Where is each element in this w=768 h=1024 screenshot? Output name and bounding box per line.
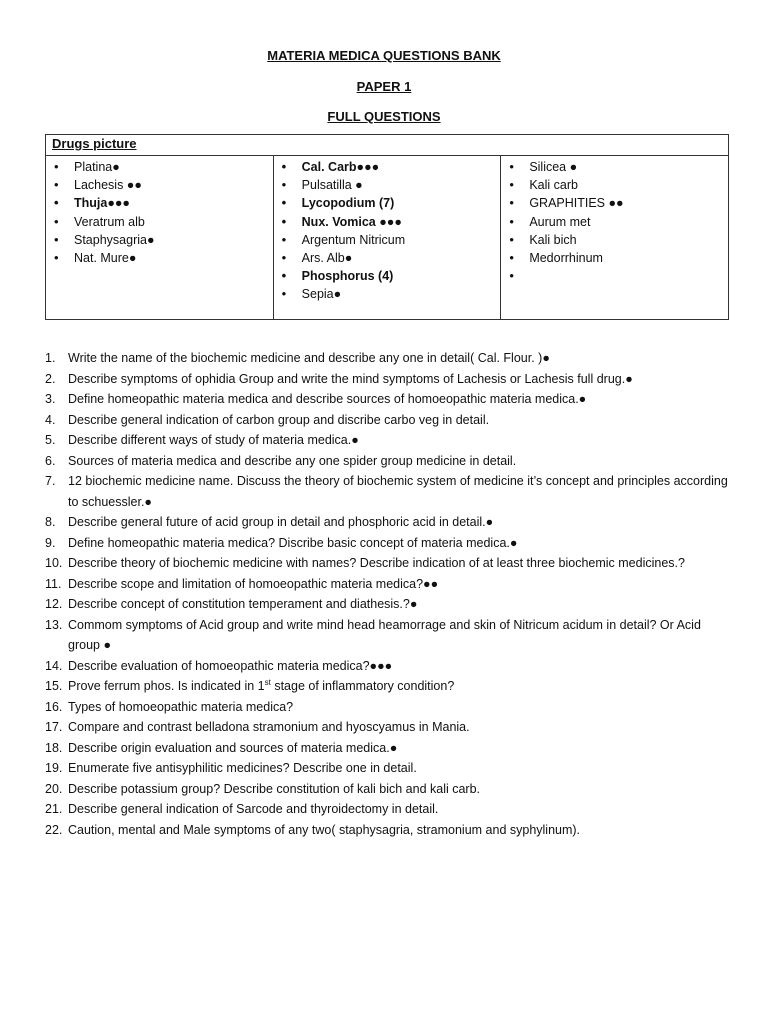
- question-number: 3.: [45, 392, 56, 406]
- question-text: Compare and contrast belladona stramonium and hyoscyamus in Mania.: [68, 720, 470, 734]
- question-number: 9.: [45, 535, 56, 550]
- drug-item: • Phosphorus (4): [274, 267, 501, 285]
- question-item: [45, 574, 735, 595]
- question-number: 15.: [45, 679, 63, 693]
- drug-item: • Nat. Mure●: [46, 249, 273, 267]
- question-text-continued: stage of inflammatory condition?: [270, 679, 455, 693]
- drug-item: • Veratrum alb: [46, 213, 273, 231]
- paper-label: PAPER 1: [356, 79, 412, 94]
- question-number: 1.: [45, 351, 56, 365]
- drug-item: • Lachesis ●●: [46, 176, 273, 194]
- question-item: [45, 512, 735, 533]
- drug-item: • Argentum Nitricum: [274, 231, 501, 249]
- question-text: Describe general indication of carbon group and discribe carbo veg in detail.: [68, 412, 490, 427]
- question-number: 11.: [45, 576, 62, 591]
- question-number: 21.: [45, 802, 63, 816]
- question-item: [45, 348, 735, 369]
- drugs-table-header: Drugs picture: [46, 135, 729, 156]
- question-text: Describe general future of acid group in detail and phosphoric acid in detail.●: [68, 515, 494, 529]
- document-title: MATERIA MEDICA QUESTIONS BANK: [267, 48, 501, 63]
- question-number: 6.: [45, 453, 56, 468]
- drug-item: • Thuja●●●: [46, 194, 273, 212]
- question-text: Describe evaluation of homoeopathic materia medica?●●●: [68, 658, 393, 673]
- drug-item: • Kali bich: [501, 231, 728, 249]
- question-number: 19.: [45, 761, 63, 775]
- question-item: [45, 533, 735, 554]
- question-number: 14.: [45, 658, 63, 673]
- question-item: [45, 410, 735, 431]
- question-text: Describe scope and limitation of homoeopathic materia medica?●●: [68, 576, 439, 591]
- drug-item: • Silicea ●: [501, 158, 728, 176]
- drugs-column-2: [273, 156, 501, 320]
- question-number: 18.: [45, 740, 63, 755]
- question-text: Commom symptoms of Acid group and write mind head heamorrage and skin of Nitricum acidum in detail? Or Acid group ●: [68, 617, 701, 652]
- question-item: [45, 820, 735, 841]
- question-text: Describe different ways of study of materia medica.●: [68, 433, 359, 447]
- drug-item: • Medorrhinum: [501, 249, 728, 267]
- question-number: 16.: [45, 699, 63, 714]
- question-text: Define homeopathic materia medica and describe sources of homoeopathic materia medica.●: [68, 392, 587, 406]
- question-text: Describe potassium group? Describe constitution of kali bich and kali carb.: [68, 781, 481, 796]
- question-number: 7.: [45, 474, 56, 488]
- question-item: [45, 779, 735, 800]
- question-item: [45, 430, 735, 451]
- question-text: Write the name of the biochemic medicine and describe any one in detail( Cal. Flour. )●: [68, 351, 550, 365]
- question-number: 22.: [45, 822, 63, 837]
- question-text: Describe general indication of Sarcode and thyroidectomy in detail.: [68, 802, 439, 816]
- questions-list: [45, 348, 735, 840]
- question-text: Define homeopathic materia medica? Discribe basic concept of materia medica.●: [68, 535, 518, 550]
- question-number: 20.: [45, 781, 63, 796]
- question-item: [45, 594, 735, 615]
- question-item: [45, 615, 735, 656]
- question-item: [45, 389, 735, 410]
- question-number: 2.: [45, 371, 56, 386]
- question-text: Sources of materia medica and describe any one spider group medicine in detail.: [68, 453, 517, 468]
- question-item: [45, 717, 735, 738]
- drugs-table: [45, 134, 729, 320]
- question-item: [45, 471, 735, 512]
- drug-item: • Kali carb: [501, 176, 728, 194]
- question-text: Describe theory of biochemic medicine with names? Describe indication of at least three biochemic medicines.?: [68, 556, 685, 570]
- drug-item: • GRAPHITIES ●●: [501, 194, 728, 212]
- question-item: [45, 799, 735, 820]
- drug-item: • Aurum met: [501, 213, 728, 231]
- question-item: [45, 553, 735, 574]
- question-text: 12 biochemic medicine name. Discuss the theory of biochemic system of medicine it’s concept and principles according to schuessler.●: [68, 474, 728, 509]
- question-number: 10.: [45, 556, 63, 570]
- drug-item: • Nux. Vomica ●●●: [274, 213, 501, 231]
- question-text: Describe origin evaluation and sources of materia medica.●: [68, 740, 398, 755]
- question-number: 12.: [45, 597, 63, 611]
- section-label: FULL QUESTIONS: [327, 109, 441, 124]
- question-text: Describe concept of constitution temperament and diathesis.?●: [68, 597, 418, 611]
- drug-item: • Lycopodium (7): [274, 194, 501, 212]
- drug-item: • Platina●: [46, 158, 273, 176]
- question-item: [45, 369, 735, 390]
- question-item: [45, 738, 735, 759]
- question-item: [45, 676, 735, 697]
- drug-item: • Sepia●: [274, 285, 501, 303]
- drugs-column-3: [501, 156, 729, 320]
- question-number: 13.: [45, 617, 63, 632]
- drug-item: • Pulsatilla ●: [274, 176, 501, 194]
- question-item: [45, 697, 735, 718]
- drug-item: • Staphysagria●: [46, 231, 273, 249]
- question-item: [45, 758, 735, 779]
- question-text: Prove ferrum phos. Is indicated in 1: [68, 679, 265, 693]
- question-number: 5.: [45, 433, 56, 447]
- question-text: Caution, mental and Male symptoms of any two( staphysagria, stramonium and syphylinum).: [68, 822, 581, 837]
- question-item: [45, 451, 735, 472]
- drugs-column-1: [46, 156, 274, 320]
- question-superscript: st: [264, 677, 271, 687]
- question-text: Types of homoeopathic materia medica?: [68, 699, 294, 714]
- drug-item: • Cal. Carb●●●: [274, 158, 501, 176]
- question-number: 4.: [45, 412, 56, 427]
- question-number: 8.: [45, 515, 56, 529]
- question-text: Describe symptoms of ophidia Group and write the mind symptoms of Lachesis or Lachesis full drug.●: [68, 371, 633, 386]
- question-number: 17.: [45, 720, 63, 734]
- question-text: Enumerate five antisyphilitic medicines? Describe one in detail.: [68, 761, 417, 775]
- drug-item: • Ars. Alb●: [274, 249, 501, 267]
- question-item: [45, 656, 735, 677]
